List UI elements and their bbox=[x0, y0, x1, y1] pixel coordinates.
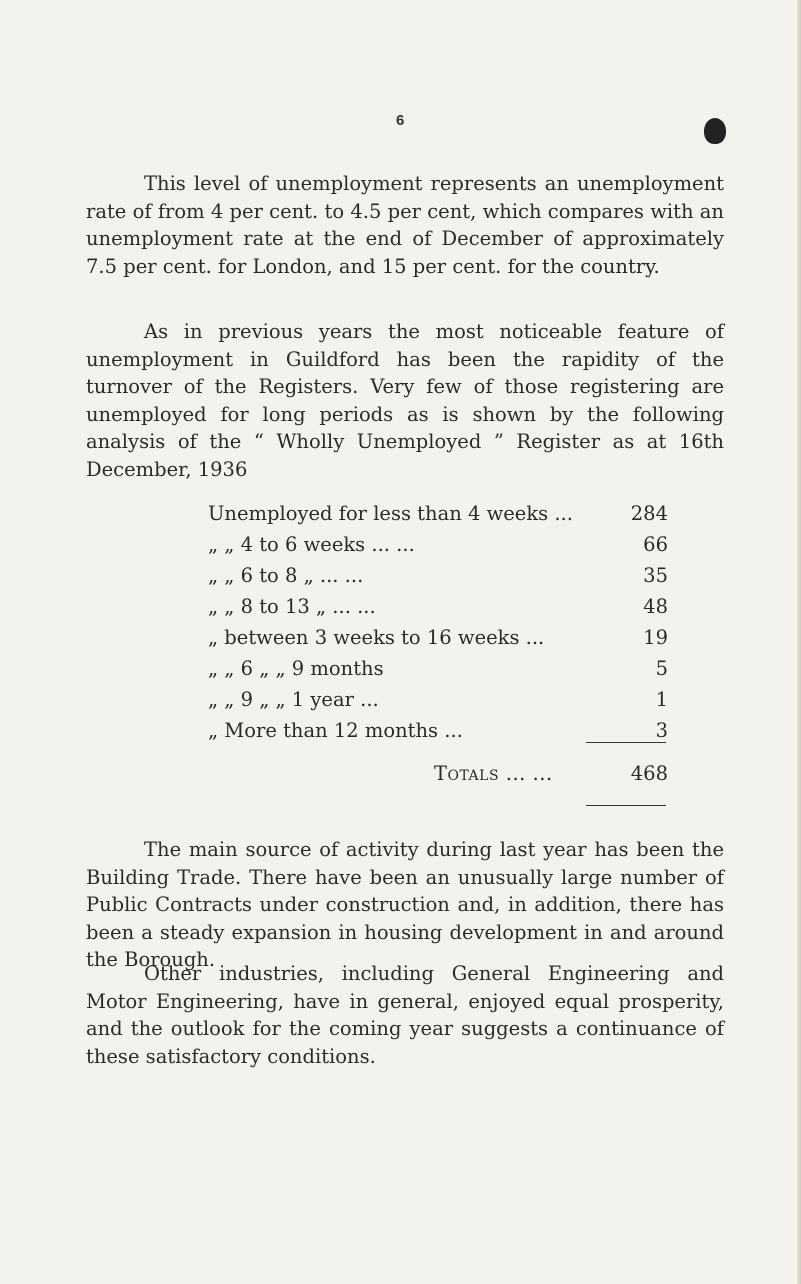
paragraph-register-turnover: As in previous years the most noticeable feature of unemployment in Guildford has been the rapidity of the turnover of the Registers. Very few of those registering are unemployed for long periods as is shown by the following analysis of the “ Wholly Unemployed ” Register as at 16th December, 1936 bbox=[86, 320, 724, 481]
row-label: Unemployed for less than 4 weeks ... bbox=[208, 502, 573, 525]
row-label: „ „ 9 „ „ 1 year ... bbox=[208, 688, 379, 711]
paragraph-unemployment-rate: This level of unemployment represents an unemployment rate of from 4 per cent. to 4.5 per cent, which compares with an unemployment rate at the end of December of approximately 7.5 per cent. for London, and 15 per cent. for the country. bbox=[86, 172, 724, 278]
row-value: 5 bbox=[655, 657, 668, 680]
row-value: 19 bbox=[643, 626, 668, 649]
totals-value: 468 bbox=[630, 762, 668, 785]
row-value: 3 bbox=[655, 719, 668, 742]
totals-rule-bottom bbox=[586, 805, 666, 806]
ink-blot bbox=[704, 118, 726, 144]
row-value: 66 bbox=[643, 533, 668, 556]
paragraph-other-industries: Other industries, including General Engineering and Motor Engineering, have in general, enjoyed equal prosperity, and the outlook for the coming year suggests a continuance of these satisfactory conditions. bbox=[86, 962, 724, 1068]
table-row bbox=[208, 653, 668, 684]
row-label: „ „ 6 to 8 „ ... ... bbox=[208, 564, 364, 587]
totals-rule-top bbox=[586, 742, 666, 743]
totals-label-text: Totals ... ... bbox=[434, 762, 553, 785]
table-row bbox=[208, 684, 668, 715]
table-row bbox=[208, 498, 668, 529]
table-row bbox=[208, 591, 668, 622]
page-number: 6 bbox=[396, 112, 405, 129]
row-value: 48 bbox=[643, 595, 668, 618]
table-row bbox=[208, 529, 668, 560]
page-edge-shadow bbox=[797, 0, 801, 1284]
row-label: „ between 3 weeks to 16 weeks ... bbox=[208, 626, 545, 649]
totals-label bbox=[434, 762, 553, 785]
unemployment-analysis-table bbox=[208, 498, 668, 746]
row-value: 284 bbox=[630, 502, 668, 525]
row-value: 35 bbox=[643, 564, 668, 587]
row-label: „ „ 8 to 13 „ ... ... bbox=[208, 595, 376, 618]
row-label: „ More than 12 months ... bbox=[208, 719, 463, 742]
table-row bbox=[208, 622, 668, 653]
row-label: „ „ 4 to 6 weeks ... ... bbox=[208, 533, 415, 556]
paragraph-building-trade: The main source of activity during last year has been the Building Trade. There have been an unusually large number of Public Contracts under construction and, in addition, there has been a steady expansion in housing development in and around the Borough. bbox=[86, 838, 724, 971]
row-value: 1 bbox=[655, 688, 668, 711]
row-label: „ „ 6 „ „ 9 months bbox=[208, 657, 384, 680]
table-row bbox=[208, 560, 668, 591]
